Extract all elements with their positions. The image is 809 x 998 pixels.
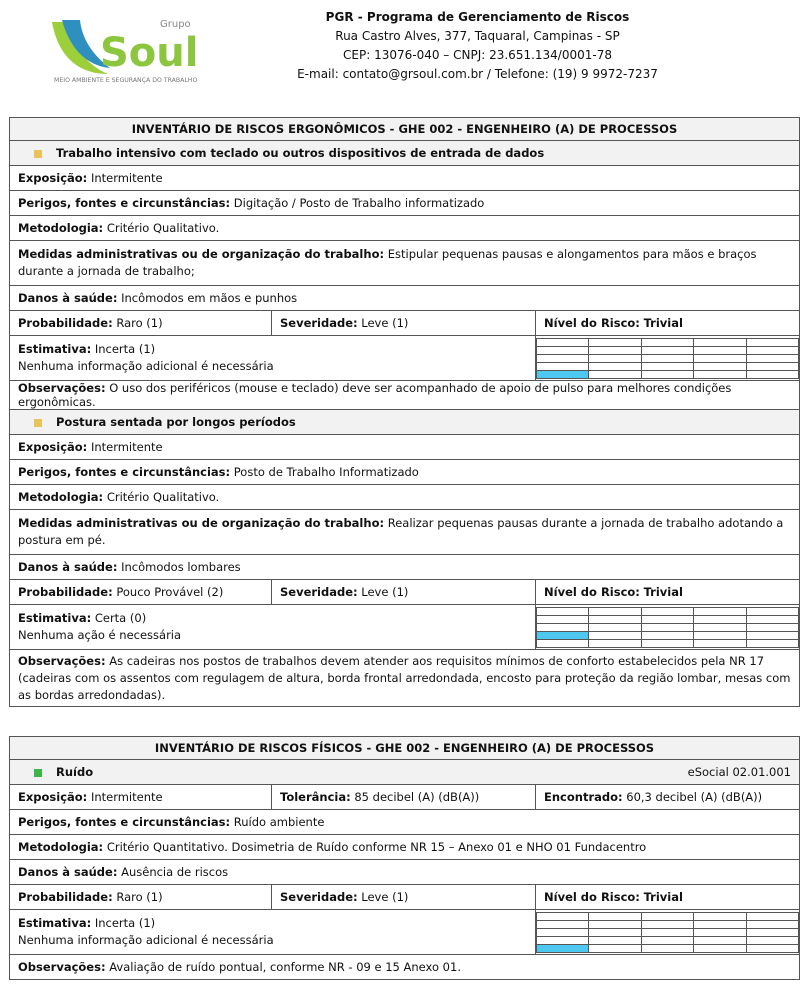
health-damage-row: Danos à saúde: Ausência de riscos: [10, 860, 800, 885]
probability-cell: Probabilidade: Pouco Provável (2): [10, 580, 272, 605]
risk-header: Postura sentada por longos períodos: [10, 410, 800, 435]
methodology-row: Metodologia: Critério Qualitativo.: [10, 216, 800, 241]
tolerance-cell: Tolerância: 85 decibel (A) (dB(A)): [272, 785, 536, 810]
document-header: [0, 0, 809, 104]
svg-text:MEIO AMBIENTE E SEGURANÇA DO T: MEIO AMBIENTE E SEGURANÇA DO TRABALHO: [54, 77, 198, 84]
section-title: INVENTÁRIO DE RISCOS FÍSICOS - GHE 002 - ENGENHEIRO (A) DE PROCESSOS: [10, 737, 800, 760]
risk-level-cell: Nível do Risco: Trivial: [536, 580, 800, 605]
svg-text:Soul: Soul: [100, 30, 199, 76]
company-address: Rua Castro Alves, 377, Taquaral, Campinas - SP: [335, 29, 620, 43]
company-contact: E-mail: contato@grsoul.com.br / Telefone: (19) 9 9972-7237: [297, 67, 658, 81]
risk-header: Trabalho intensivo com teclado ou outros dispositivos de entrada de dados: [10, 141, 800, 166]
severity-cell: Severidade: Leve (1): [272, 580, 536, 605]
program-title: PGR - Programa de Gerenciamento de Riscos: [325, 10, 630, 24]
company-info: [290, 8, 665, 84]
svg-text:Grupo: Grupo: [160, 19, 191, 30]
matrix-active-cell: [537, 631, 589, 639]
risk-matrix: [536, 910, 800, 955]
risk-level-cell: Nível do Risco: Trivial: [536, 311, 800, 336]
risk-matrix: [536, 605, 800, 650]
esocial-code: eSocial 02.01.001: [687, 765, 791, 779]
hazards-row: Perigos, fontes e circunstâncias: Ruído ambiente: [10, 810, 800, 835]
exposure-row: Exposição: Intermitente: [10, 435, 800, 460]
hazards-row: Perigos, fontes e circunstâncias: Digitação / Posto de Trabalho informatizado: [10, 191, 800, 216]
measures-row: Medidas administrativas ou de organização do trabalho: Estipular pequenas pausas e alongamentos para mãos e braços durante a jornada de trabalho;: [10, 241, 800, 286]
risk-indicator-icon: [34, 419, 42, 427]
health-damage-row: Danos à saúde: Incômodos em mãos e punhos: [10, 286, 800, 311]
measures-row: Medidas administrativas ou de organização do trabalho: Realizar pequenas pausas durante a jornada de trabalho adotando a postura em pé.: [10, 510, 800, 555]
matrix-active-cell: [537, 944, 589, 952]
estimate-cell: Estimativa: Certa (0) Nenhuma ação é necessária: [10, 605, 536, 650]
health-damage-row: Danos à saúde: Incômodos lombares: [10, 555, 800, 580]
exposure-row: Exposição: Intermitente: [10, 166, 800, 191]
risk-header: Ruído eSocial 02.01.001: [10, 760, 800, 785]
company-cep: CEP: 13076-040 – CNPJ: 23.651.134/0001-78: [343, 48, 612, 62]
risk-indicator-icon: [34, 150, 42, 158]
severity-cell: Severidade: Leve (1): [272, 311, 536, 336]
methodology-row: Metodologia: Critério Qualitativo.: [10, 485, 800, 510]
risk-indicator-icon: [34, 769, 42, 777]
observations-row: Observações: As cadeiras nos postos de trabalhos devem atender aos requisitos mínimos de conforto estabelecidos pela NR 17 (cadeiras com os assentos com regulagem de altura, borda frontal arredondada, encosto para proteção da região lombar, mesas com as bordas arredondadas).: [10, 650, 800, 707]
company-logo: [48, 16, 224, 86]
estimate-cell: Estimativa: Incerta (1) Nenhuma informação adicional é necessária: [10, 336, 536, 381]
hazards-row: Perigos, fontes e circunstâncias: Posto de Trabalho Informatizado: [10, 460, 800, 485]
severity-cell: Severidade: Leve (1): [272, 885, 536, 910]
observations-row: Observações: O uso dos periféricos (mouse e teclado) deve ser acompanhado de apoio de pulso para melhores condições ergonômicas.: [10, 381, 800, 410]
section-title: INVENTÁRIO DE RISCOS ERGONÔMICOS - GHE 002 - ENGENHEIRO (A) DE PROCESSOS: [10, 118, 800, 141]
observations-row: Observações: Avaliação de ruído pontual, conforme NR - 09 e 15 Anexo 01.: [10, 955, 800, 980]
methodology-row: Metodologia: Critério Quantitativo. Dosimetria de Ruído conforme NR 15 – Anexo 01 e NHO 01 Fundacentro: [10, 835, 800, 860]
physical-inventory-table: [9, 736, 800, 980]
ergonomic-inventory-table: [9, 117, 800, 707]
measured-cell: Encontrado: 60,3 decibel (A) (dB(A)): [536, 785, 800, 810]
risk-level-cell: Nível do Risco: Trivial: [536, 885, 800, 910]
estimate-cell: Estimativa: Incerta (1) Nenhuma informação adicional é necessária: [10, 910, 536, 955]
probability-cell: Probabilidade: Raro (1): [10, 885, 272, 910]
risk-matrix: [536, 336, 800, 381]
exposure-cell: Exposição: Intermitente: [10, 785, 272, 810]
matrix-active-cell: [537, 370, 589, 378]
probability-cell: Probabilidade: Raro (1): [10, 311, 272, 336]
